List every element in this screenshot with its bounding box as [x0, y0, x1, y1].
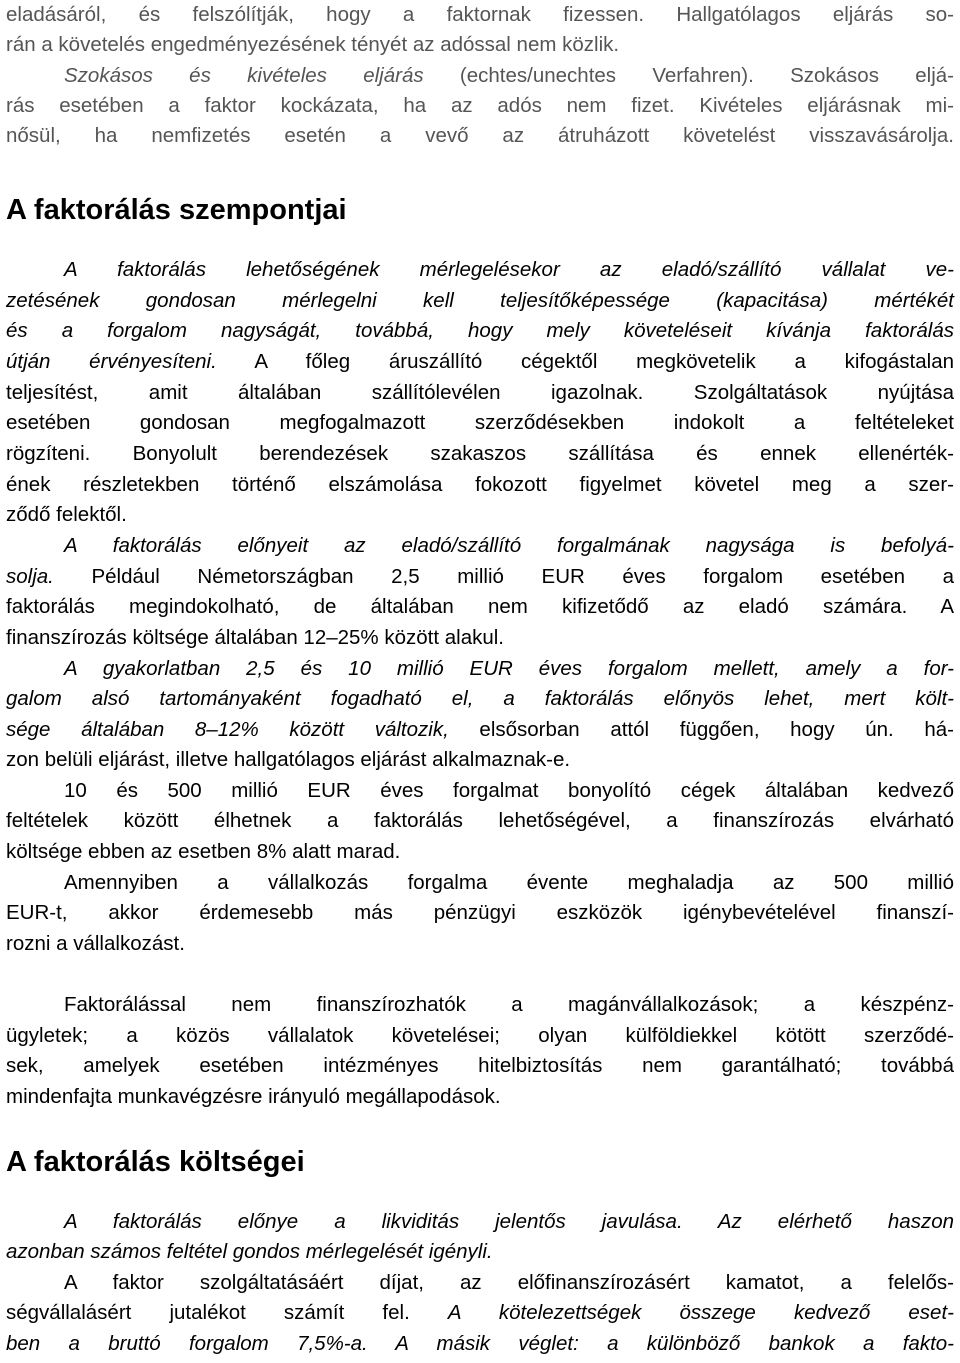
- text-run: A faktor szolgáltatásáért díjat, az előfinanszírozásért kamatot, a felelős-: [64, 1271, 954, 1294]
- italic-run: A faktorálás előnyeit az eladó/szállító forgalmának nagysága is befolyá-: [64, 534, 954, 557]
- text-line: [6, 592, 954, 622]
- text-run: ének részletekben történő elszámolása fokozott figyelmet követel meg a szer-: [6, 473, 954, 496]
- text-run: rozni a vállalkozást.: [6, 932, 185, 955]
- italic-run: sége általában 8–12% között változik,: [6, 718, 449, 741]
- text-line: [6, 500, 954, 530]
- text-line: [6, 316, 954, 346]
- text-line: [6, 1021, 954, 1051]
- text-line: [6, 1298, 954, 1328]
- text-run: finanszírozás költsége általában 12–25% között alakul.: [6, 626, 505, 649]
- text-run: Például Németországban 2,5 millió EUR éves forgalom esetében a: [53, 565, 954, 588]
- text-run: ződő felektől.: [6, 503, 127, 526]
- text-run: feltételek között élhetnek a faktorálás lehetőségével, a finanszírozás elvárható: [6, 809, 954, 832]
- italic-run: és a forgalom nagyságát, továbbá, hogy mely követeléseit kívánja faktorálás: [6, 319, 954, 342]
- text-run: ségvállalásért jutalékot számít fel.: [6, 1301, 448, 1324]
- italic-run: Szokásos és kivételes eljárás: [64, 64, 424, 87]
- text-run: A főleg áruszállító cégektől megkövetelik a kifogástalan: [216, 350, 954, 373]
- text-line: [6, 837, 954, 867]
- italic-run: azonban számos feltétel gondos mérlegelését igényli.: [6, 1240, 493, 1263]
- text-run: EUR-t, akkor érdemesebb más pénzügyi eszközök igénybevételével finanszí-: [6, 901, 954, 924]
- text-line: [6, 1329, 954, 1359]
- text-run: (echtes/unechtes Verfahren). Szokásos eljá-: [423, 64, 954, 87]
- text-line: [6, 378, 954, 408]
- text-run: mindenfajta munkavégzésre irányuló megállapodások.: [6, 1085, 501, 1108]
- text-line: [6, 1237, 954, 1267]
- text-line: [6, 439, 954, 469]
- text-line: [6, 990, 954, 1020]
- text-line: [6, 255, 954, 285]
- text-line: [6, 929, 954, 959]
- text-line: [6, 1207, 954, 1237]
- text-line: [6, 470, 954, 500]
- text-line: [6, 745, 954, 775]
- section-heading: A faktorálás költségei: [6, 1146, 305, 1178]
- text-run: 10 és 500 millió EUR éves forgalmat bonyolító cégek általában kedvező: [64, 779, 954, 802]
- text-line: [6, 408, 954, 438]
- text-run: költsége ebben az esetben 8% alatt marad.: [6, 840, 401, 863]
- italic-run: A faktorálás előnye a likviditás jelentős javulása. Az elérhető haszon: [64, 1210, 954, 1233]
- text-line: [6, 286, 954, 316]
- text-line: [6, 654, 954, 684]
- text-line: [6, 715, 954, 745]
- text-line: [6, 562, 954, 592]
- text-run: sek, amelyek esetében intézményes hitelbiztosítás nem garantálható; továbbá: [6, 1054, 954, 1077]
- text-line: [6, 776, 954, 806]
- text-line: [6, 1051, 954, 1081]
- text-line: [6, 347, 954, 377]
- section-heading: A faktorálás szempontjai: [6, 194, 347, 226]
- text-run: esetében gondosan megfogalmazott szerződésekben indokolt a feltételeket: [6, 411, 954, 434]
- text-line: [6, 531, 954, 561]
- italic-run: A gyakorlatban 2,5 és 10 millió EUR éves forgalom mellett, amely a for-: [64, 657, 954, 680]
- italic-run: galom alsó tartományaként fogadható el, a faktorálás előnyös lehet, mert költ-: [6, 687, 954, 710]
- text-line: eladásáról, és felszólítják, hogy a faktornak fizessen. Hallgatólagos eljárás so-: [6, 3, 954, 26]
- text-line: nősül, ha nemfizetés esetén a vevő az átruházott követelést visszavásárolja.: [6, 124, 954, 147]
- text-run: zon belüli eljárást, illetve hallgatólagos eljárást alkalmaznak-e.: [6, 748, 571, 771]
- italic-run: A faktorálás lehetőségének mérlegelésekor az eladó/szállító vállalat ve-: [64, 258, 954, 281]
- italic-run: solja.: [6, 565, 54, 588]
- italic-run: útján érvényesíteni.: [6, 350, 217, 373]
- italic-run: ben a bruttó forgalom 7,5%-a. A másik véglet: a különböző bankok a fakto-: [6, 1332, 954, 1355]
- text-line: [6, 868, 954, 898]
- text-run: ügyletek; a közös vállalatok követelései; olyan külföldiekkel kötött szerződé-: [6, 1024, 954, 1047]
- text-line: [6, 806, 954, 836]
- text-line: [6, 623, 954, 653]
- text-run: rögzíteni. Bonyolult berendezések szakaszos szállítása és ennek ellenérték-: [6, 442, 954, 465]
- italic-run: zetésének gondosan mérlegelni kell teljesítőképessége (kapacitása) mértékét: [6, 289, 954, 312]
- text-run: faktorálás megindokolható, de általában nem kifizetődő az eladó számára. A: [6, 595, 954, 618]
- italic-run: A kötelezettségek összege kedvező eset-: [447, 1301, 954, 1324]
- text-line: [6, 1082, 954, 1112]
- text-run: Amennyiben a vállalkozás forgalma évente meghaladja az 500 millió: [64, 871, 954, 894]
- text-run: Faktorálással nem finanszírozhatók a magánvállalkozások; a készpénz-: [64, 993, 954, 1016]
- text-line: [6, 898, 954, 928]
- text-line: [6, 61, 954, 91]
- text-run: elsősorban attól függően, hogy ún. há-: [448, 718, 954, 741]
- text-line: [6, 684, 954, 714]
- text-run: teljesítést, amit általában szállítólevélen igazolnak. Szolgáltatások nyújtása: [6, 381, 954, 404]
- text-line: [6, 1268, 954, 1298]
- text-line: rán a követelés engedményezésének tényét az adóssal nem közlik.: [6, 33, 620, 56]
- text-line: rás esetében a faktor kockázata, ha az adós nem fizet. Kivételes eljárásnak mi-: [6, 94, 954, 117]
